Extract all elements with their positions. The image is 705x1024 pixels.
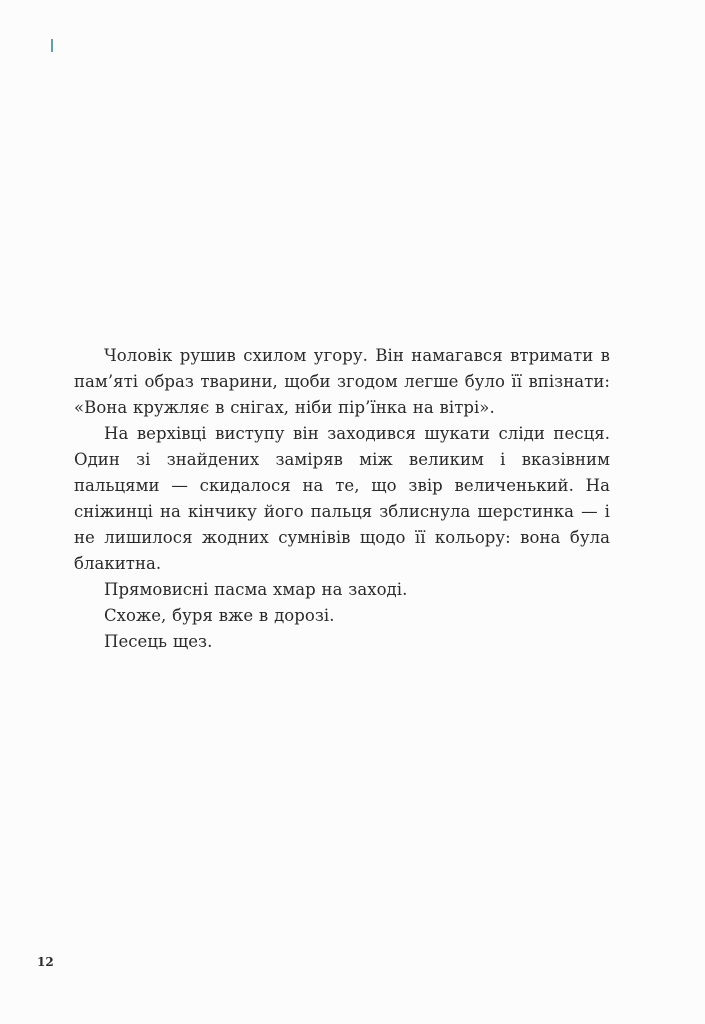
paragraph: На верхівці виступу він заходився шукати сліди песця. Один зі знайдених заміряв між великим і вказівним пальцями — скидалося на те, що звір величенький. На сніжинці на кінчику його пальця зблиснула шерстинка — і не лишилося жодних сумнівів щодо її кольору: вона була блакитна. <box>74 424 610 573</box>
paragraph: Чоловік рушив схилом угору. Він намагався втримати в пам’яті образ тварини, щоби згодом легше було її впізнати: «Вона кружляє в снігах, ніби пір’їнка на вітрі». <box>74 346 610 417</box>
section-marker <box>51 39 53 52</box>
paragraph: Песець щез. <box>104 632 213 651</box>
body-text <box>74 343 610 655</box>
page-number: 12 <box>37 955 54 969</box>
paragraph: Схоже, буря вже в дорозі. <box>104 606 335 625</box>
paragraph: Прямовисні пасма хмар на заході. <box>104 580 408 599</box>
